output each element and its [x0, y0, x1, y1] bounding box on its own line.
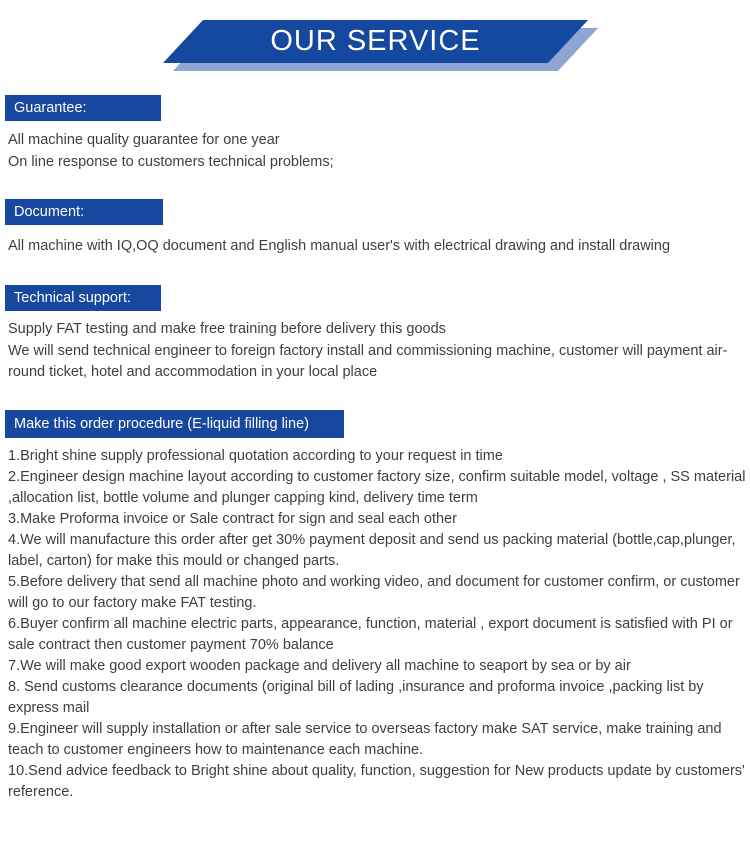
- order-procedure-list: [8, 446, 746, 803]
- document-text: [8, 236, 746, 258]
- text-line: We will send technical engineer to foreign factory install and commissioning machine, customer will payment air-round ticket, hotel and accommodation in your local place: [8, 342, 728, 380]
- guarantee-text: [8, 130, 746, 173]
- text-line: All machine with IQ,OQ document and English manual user's with electrical drawing and install drawing: [8, 238, 671, 254]
- list-item: 3.Make Proforma invoice or Sale contract for sign and seal each other: [8, 511, 457, 527]
- section-heading-label: Make this order procedure (E-liquid filling line): [14, 416, 309, 432]
- section-heading-document: [5, 199, 163, 225]
- list-item: 8. Send customs clearance documents (original bill of lading ,insurance and proforma invoice ,packing list by express mail: [8, 679, 704, 716]
- section-heading-label: Technical support:: [14, 290, 131, 306]
- list-item: 7.We will make good export wooden package and delivery all machine to seaport by sea or by air: [8, 658, 631, 674]
- section-heading-order-procedure: [5, 410, 344, 438]
- section-heading-label: Document:: [14, 204, 85, 220]
- section-heading-label: Guarantee:: [14, 100, 87, 116]
- text-line: All machine quality guarantee for one year: [8, 132, 280, 148]
- list-item: 9.Engineer will supply installation or after sale service to overseas factory make SAT service, make training and teach to customer engineers how to maintenance each machine.: [8, 721, 722, 758]
- section-heading-guarantee: [5, 95, 161, 121]
- list-item: 2.Engineer design machine layout according to customer factory size, confirm suitable model, voltage , SS material ,allocation list, bottle volume and plunger capping kind, delivery time term: [8, 469, 746, 506]
- list-item: 1.Bright shine supply professional quotation according to your request in time: [8, 448, 503, 464]
- list-item: 5.Before delivery that send all machine photo and working video, and document for customer confirm, or customer will go to our factory make FAT testing.: [8, 574, 740, 611]
- technical-support-text: [8, 319, 746, 384]
- list-item: 6.Buyer confirm all machine electric parts, appearance, function, material , export document is satisfied with PI or sale contract then customer payment 70% balance: [8, 616, 733, 653]
- section-heading-technical-support: [5, 285, 161, 311]
- list-item: 10.Send advice feedback to Bright shine about quality, function, suggestion for New products update by customers' reference.: [8, 763, 745, 800]
- page-title: OUR SERVICE: [270, 25, 481, 57]
- text-line: Supply FAT testing and make free training before delivery this goods: [8, 321, 446, 337]
- list-item: 4.We will manufacture this order after get 30% payment deposit and send us packing material (bottle,cap,plunger, label, carton) for make this mould or changed parts.: [8, 532, 736, 569]
- text-line: On line response to customers technical problems;: [8, 153, 334, 170]
